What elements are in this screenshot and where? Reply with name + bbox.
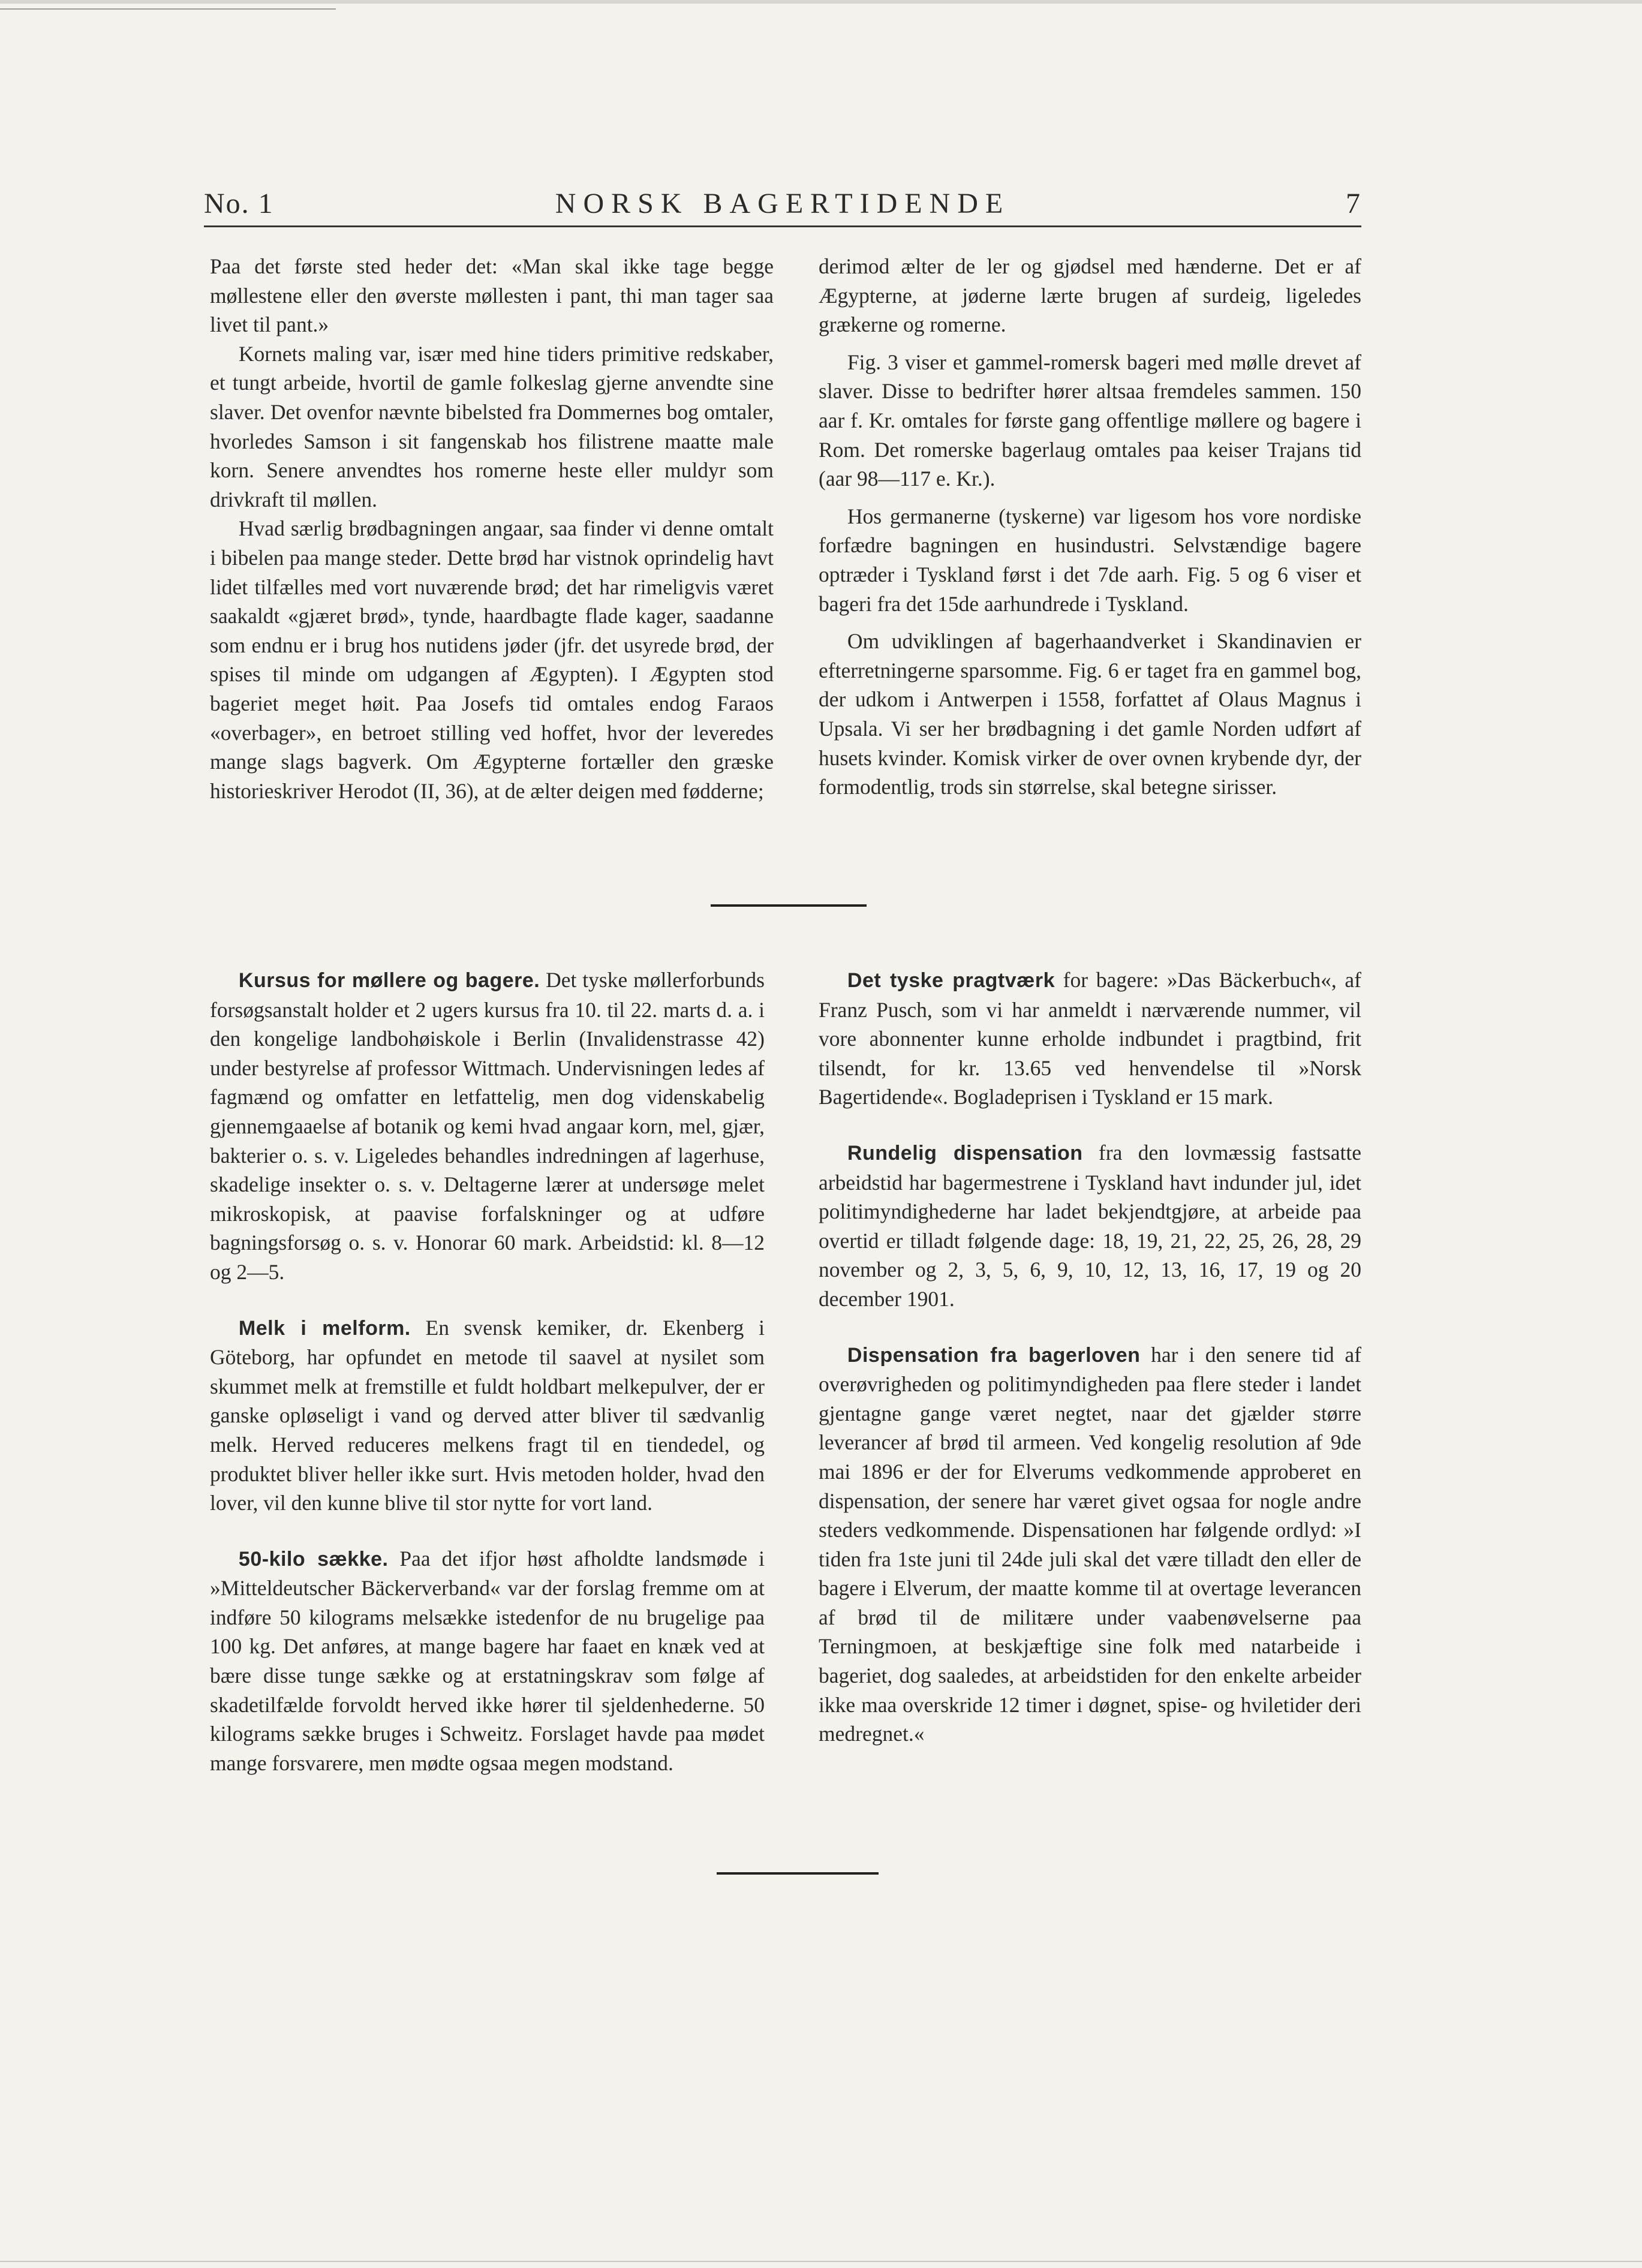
masthead-title: NORSK BAGERTIDENDE	[555, 188, 1011, 219]
notice-heading: 50-kilo sække.	[238, 1547, 389, 1571]
notice-body: Paa det ifjor høst afholdte landsmøde i »Mitteldeutscher Bäckerverband« var der forslag fremme om at indføre 50 kilograms melsække istedenfor de nu brugelige paa 100 kg. Det anføres, at mange bagere har faaet en knæk ved at bære disse tunge sække og at erstatningskrav som følge af skadetilfælde forvoldt herved ikke hører til sjeldenhederne. 50 kilograms sække bruges i Schweitz. Forslaget havde paa mødet mange forsvarere, men mødte ogsaa megen modstand.	[210, 1546, 765, 1775]
issue-number: No. 1	[204, 188, 274, 219]
notice-dispensation-jul	[819, 1138, 1361, 1314]
page-number: 7	[1346, 188, 1361, 219]
paragraph: Hvad særlig brødbagningen angaar, saa finder vi denne omtalt i bibelen paa mange steder. Dette brød har vistnok oprindelig havt lidet tilfælles med vort nuværende brød; det har rimeligvis været saakaldt «gjæret brød», tynde, haardbagte flade kager, saadanne som endnu er i brug hos nutidens jøder (jfr. det usyrede brød, der spises til minde om udgangen af Ægypten). I Ægypten stod bageriet meget høit. Paa Josefs tid omtales endog Faraos «overbager», en betroet stilling ved hoffet, hvor der leveredes mange slags bagverk. Om Ægypterne fortæller den græske historieskriver Herodot (II, 36), at de ælter deigen med fødderne;	[210, 516, 774, 803]
scan-edge-rule	[0, 8, 336, 10]
notices-column-right	[819, 965, 1361, 1749]
notice-heading: Det tyske pragtværk	[847, 969, 1055, 992]
notice-saekke	[210, 1544, 765, 1778]
notices-column-left	[210, 965, 765, 1777]
paragraph: Kornets maling var, især med hine tiders primitive redskaber, et tungt arbeide, hvortil de gamle folkeslag gjerne anvendte sine slaver. Det ovenfor nævnte bibelsted fra Dommernes bog omtaler, hvorledes Samson i sit fangenskab hos filistrene maatte male korn. Senere anvendtes hos romerne heste eller muldyr som drivkraft til møllen.	[210, 341, 774, 512]
notice-heading: Dispensation fra bagerloven	[847, 1343, 1141, 1367]
notice-kursus	[210, 965, 765, 1287]
paragraph: Om udviklingen af bagerhaandverket i Skandinavien er efterretningerne sparsomme. Fig. 6 er taget fra en gammel bog, der udkom i Antwerpen i 1558, forfattet af Olaus Magnus i Upsala. Vi ser her brødbagning i det gamle Norden udført af husets kvinder. Komisk virker de over ovnen krybende dyr, der formodentlig, trods sin størrelse, skal betegne sirisser.	[819, 629, 1361, 799]
header-rule	[204, 225, 1361, 227]
paragraph: Paa det første sted heder det: «Man skal ikke tage begge møllestene eller den øverste møllesten i pant, thi man tager saa livet til pant.»	[210, 254, 774, 337]
notice-body: for bagere: »Das Bäckerbuch«, af Franz Pusch, som vi har anmeldt i nærværende nummer, vil vore abonnenter kunne erholde indbundet i pragtbind, frit tilsendt, for kr. 13.65 ved henvendelse til »Norsk Bagertidende«. Bogladeprisen i Tyskland er 15 mark.	[819, 968, 1361, 1109]
notice-body: Det tyske møllerforbunds forsøgsanstalt holder et 2 ugers kursus fra 10. til 22. marts d. a. i den kongelige landbohøiskole i Berlin (Invalidenstrasse 42) under bestyrelse af professor Wittmach. Undervisningen ledes af fagmænd og omfatter en letfattelig, men dog videnskabelig gjennemgaaelse af botanik og kemi hvad angaar korn, mel, gjær, bakterier o. s. v. Ligeledes behandles indredningen af lagerhuse, skadelige insekter o. s. v. Deltagerne lærer at undersøge melet mikroskopisk, at paavise forfalskninger og at udføre bagningsforsøg o. s. v. Honorar 60 mark. Arbeidstid: kl. 8—12 og 2—5.	[210, 968, 765, 1284]
notice-heading: Kursus for møllere og bagere.	[238, 969, 540, 992]
paragraph: Hos germanerne (tyskerne) var ligesom hos vore nordiske forfædre bagningen en husindustri. Selvstændige bagere optræder i Tyskland først i det 7de aarh. Fig. 5 og 6 viser et bageri fra det 15de aarhundrede i Tyskland.	[819, 504, 1361, 616]
scan-edge-top	[0, 0, 1642, 4]
notice-body: har i den senere tid af overøvrigheden og politimyndigheden paa flere steder i landet gjentagne gange været negtet, naar det gjælder større leverancer af brød til armeen. Ved kongelig resolution af 9de mai 1896 er der for Elverums vedkommende approberet en dispensation, der senere har været givet ogsaa for nogle andre steders vedkommende. Dispensationen har følgende ordlyd: »I tiden fra 1ste juni til 24de juli skal det være tilladt den eller de bagere i Elverum, der maatte komme til at overtage leverancen af brød til de militære under vaabenøvelserne paa Terningmoen, at beskjæftige sine folk med natarbeide i bageriet, dog saaledes, at arbeidstiden for den enkelte arbeider ikke maa overskride 12 timer i døgnet, spise- og hviletider deri medregnet.«	[819, 1342, 1361, 1746]
scan-edge-bottom	[0, 2261, 1642, 2262]
paragraph: Fig. 3 viser et gammel-romersk bageri med mølle drevet af slaver. Disse to bedrifter hører altsaa fremdeles sammen. 150 aar f. Kr. omtales for første gang offentlige møllere og bagere i Rom. Det romerske bagerlaug omtales paa keiser Trajans tid (aar 98—117 e. Kr.).	[819, 350, 1361, 491]
article-column-top-right	[819, 252, 1361, 802]
notice-dispensation-bagerloven	[819, 1340, 1361, 1749]
section-divider	[711, 904, 867, 907]
notice-melk	[210, 1313, 765, 1518]
notice-body: fra den lovmæssig fastsatte arbeidstid har bagermestrene i Tyskland havt indunder jul, idet politimyndighederne har ladet bekjendtgjøre, at arbeide paa overtid er tilladt følgende dage: 18, 19, 21, 22, 25, 26, 28, 29 november og 2, 3, 5, 6, 9, 10, 12, 13, 16, 17, 19 og 20 december 1901.	[819, 1140, 1361, 1311]
notice-heading: Rundelig dispensation	[847, 1141, 1083, 1165]
notice-heading: Melk i melform.	[238, 1316, 411, 1340]
article-column-top-left	[210, 252, 774, 805]
paragraph: derimod ælter de ler og gjødsel med hænderne. Det er af Ægypterne, at jøderne lærte brugen af surdeig, ligeledes grækerne og romerne.	[819, 254, 1361, 337]
notice-body: En svensk kemiker, dr. Ekenberg i Göteborg, har opfundet en metode til saavel at nysilet som skummet melk at fremstille et fuldt holdbart melkepulver, der er ganske opløseligt i vand og derved atter bliver til sædvanlig melk. Herved reduceres melkens fragt til en tiendedel, og produktet bliver heller ikke surt. Hvis metoden holder, hvad den lover, vil den kunne blive til stor nytte for vort land.	[210, 1315, 765, 1515]
notice-pragtvaerk	[819, 965, 1361, 1112]
page-header	[204, 178, 1361, 225]
section-divider	[717, 1872, 879, 1875]
